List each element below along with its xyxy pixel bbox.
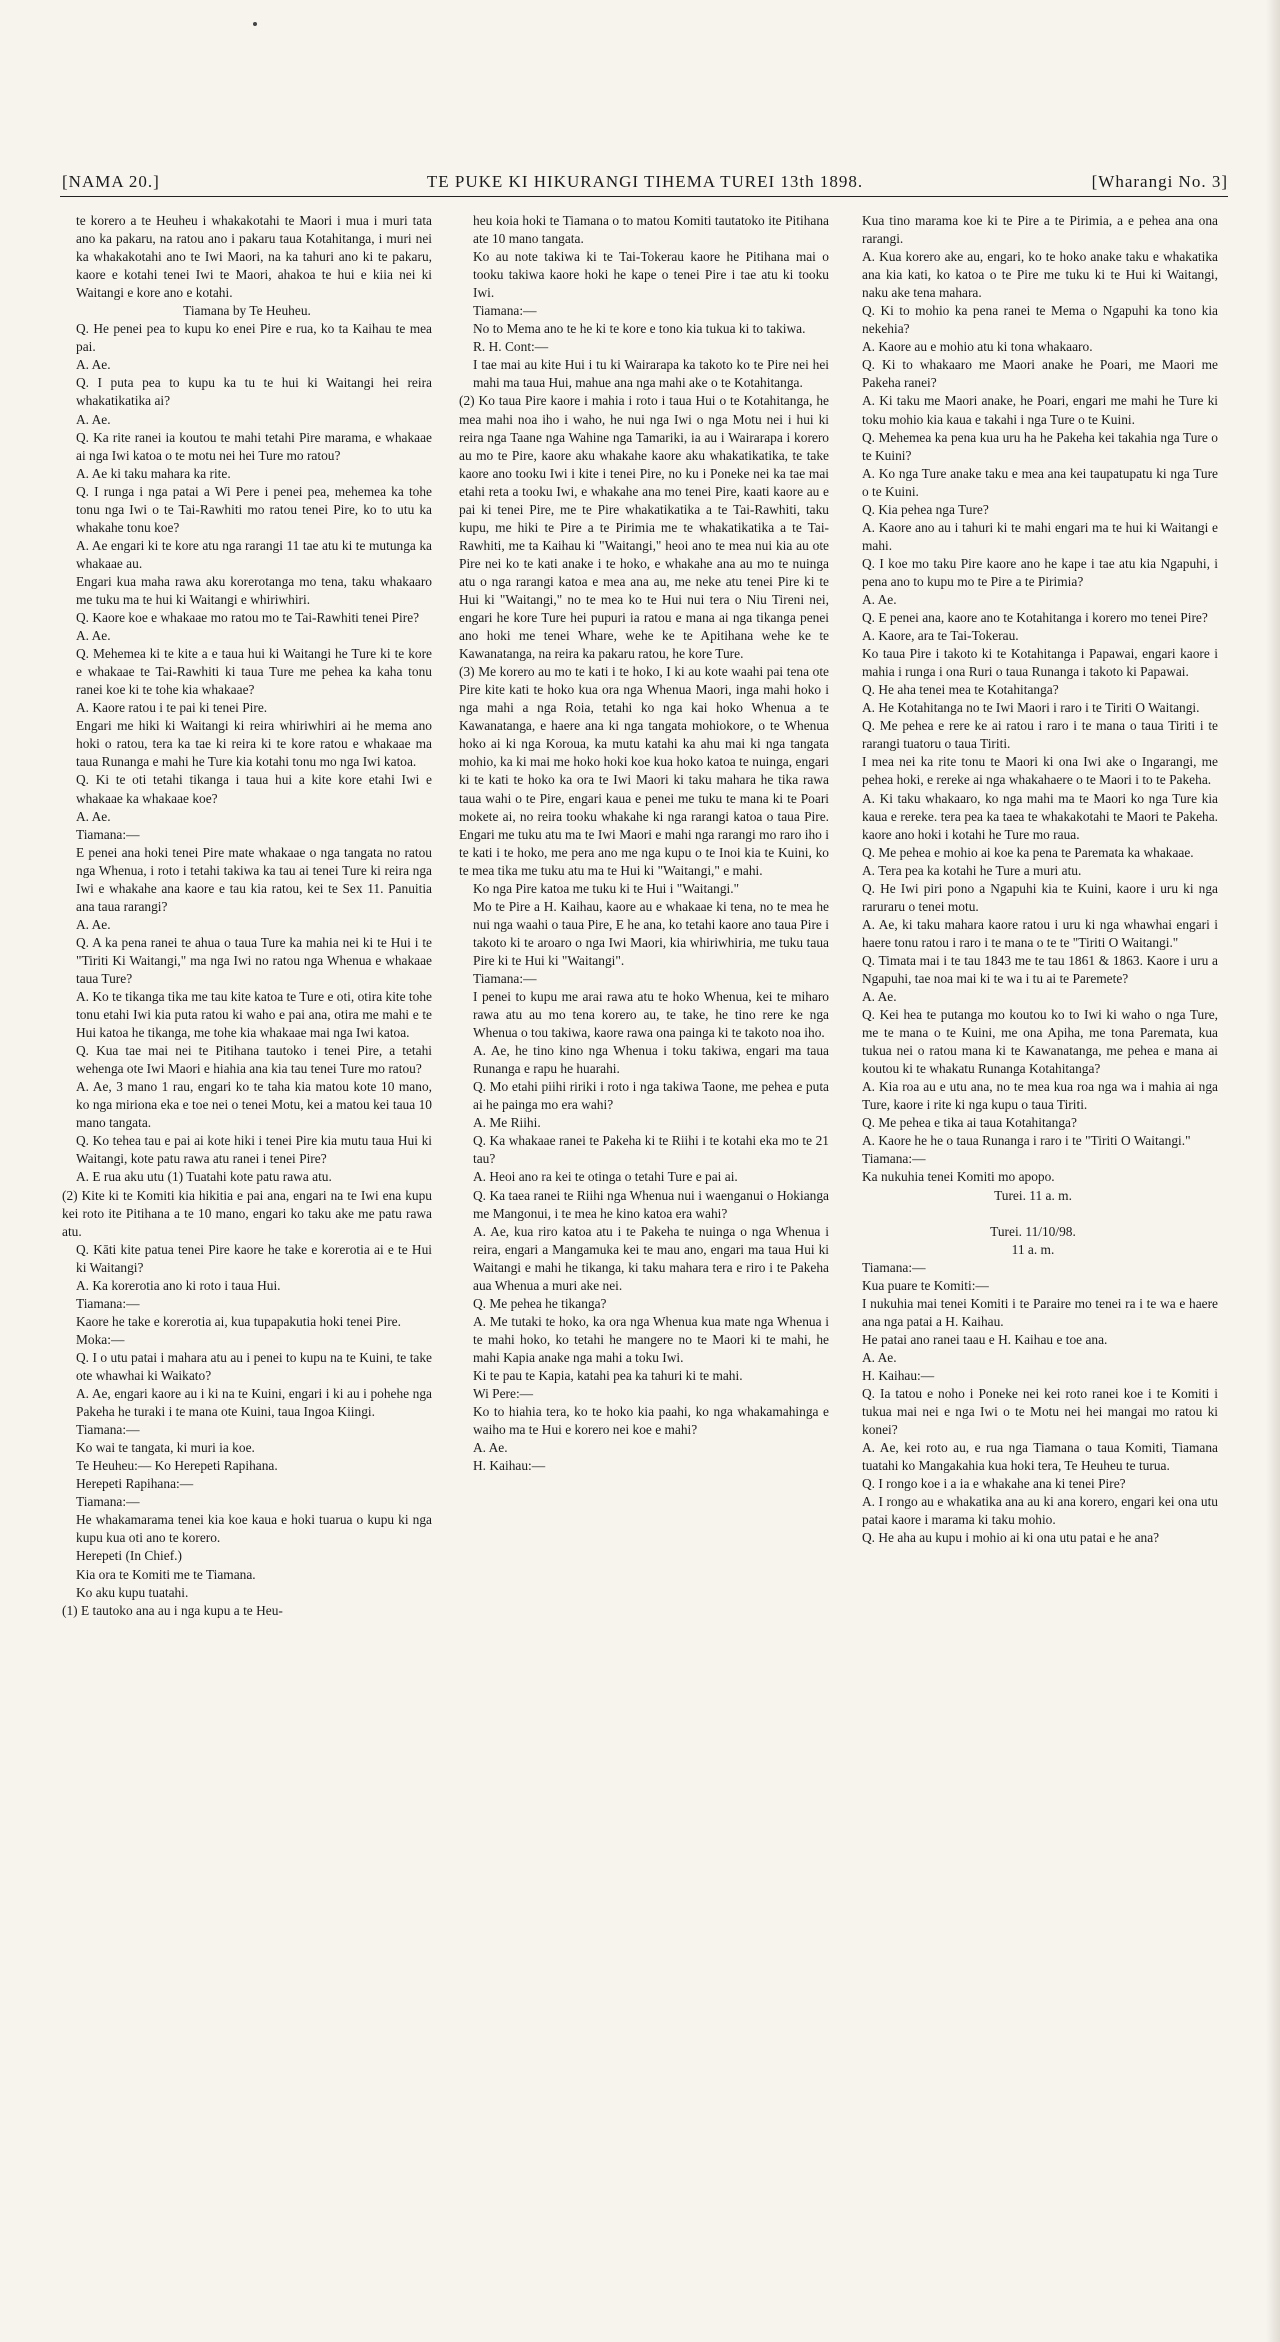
paragraph: A. Tera pea ka kotahi he Ture a muri atu.: [862, 862, 1082, 878]
paragraph: A. Ae.: [76, 411, 111, 427]
paragraph: A. Ko nga Ture anake taku e mea ana kei taupatupatu ki nga Ture o te Kuini.: [862, 465, 1218, 499]
paragraph: Kaore he take e korerotia ai, kua tupapakutia hoki tenei Pire.: [76, 1313, 401, 1329]
paragraph: H. Kaihau:—: [862, 1368, 935, 1383]
newspaper-page: [60, 0, 1235, 2342]
paragraph: 11 a. m.: [1011, 1241, 1055, 1257]
paragraph: Herepeti Rapihana:—: [76, 1476, 194, 1492]
paragraph: Q. Me pehea e rere ke ai ratou i raro i te mana o taua Tiriti i te rarangi tuatoru o taua Tiriti.: [862, 718, 1218, 752]
paragraph: Q. Ki to mohio ka pena ranei te Mema o Ngapuhi ka tono kia nekehia?: [862, 303, 1218, 337]
paragraph: Q. He aha tenei mea te Kotahitanga?: [862, 682, 1059, 698]
paragraph: Q. Ki te oti tetahi tikanga i taua hui a kite kore etahi Iwi e whakaae ka whakaae koe?: [76, 772, 432, 806]
paragraph: Te Heuheu:— Ko Herepeti Rapihana.: [76, 1458, 278, 1474]
paragraph: I penei to kupu me arai rawa atu te hoko Whenua, kei te miharo rawa atu au mo tena korero au, te take, he tino rere ke nga Whenua o tou takiwa, kaore rawa ona painga ki te takoto noa iho.: [473, 989, 829, 1041]
page-header: [62, 172, 1228, 196]
paragraph: A. Me tutaki te hoko, ka ora nga Whenua kua mate nga Whenua i te mahi hoko, ko tetahi he mangere no te Maori ki te mahi, he mahi Kapia anake nga mahi a toku Iwi.: [473, 1313, 829, 1365]
paragraph: Q. Kāti kite patua tenei Pire kaore he take e korerotia ai e te Hui ki Waitangi?: [76, 1241, 432, 1275]
paragraph: Q. I o utu patai i mahara atu au i penei to kupu na te Kuini, te take ote whawhai ki Waikato?: [76, 1349, 432, 1383]
paragraph: A. Ae.: [76, 808, 111, 824]
paragraph: Ko au note takiwa ki te Tai-Tokerau kaore he Pitihana mai o tooku takiwa kaore hoki he kape o tenei Pire i tae atu ki tooku Iwi.: [473, 249, 829, 301]
paragraph: A. Kaore, ara te Tai-Tokerau.: [862, 628, 1019, 644]
paragraph: Ki te pau te Kapia, katahi pea ka tahuri ki te mahi.: [473, 1368, 743, 1383]
print-speck: [253, 22, 257, 26]
paragraph: A. Ae.: [76, 357, 111, 373]
paragraph: A. Kaore au e mohio atu ki tona whakaaro.: [862, 339, 1093, 355]
paragraph: Q. Me pehea e mohio ai koe ka pena te Paremata ka whakaae.: [862, 844, 1194, 860]
paragraph: Q. Mehemea ki te kite a e taua hui ki Waitangi he Ture ki te kore e whakaae te Tai-Rawhiti ki taua Ture me pehea ka kaha tonu ranei koe ki te tohe kia whakaae?: [76, 646, 432, 698]
page-number: [Wharangi No. 3]: [1091, 172, 1228, 191]
paragraph: Q. I koe mo taku Pire kaore ano he kape i tae atu kia Ngapuhi, i pena ano to kupu mo te Pire a te Pirimia?: [862, 555, 1218, 589]
column-2: [459, 212, 829, 2337]
paragraph: Tiamana:—: [862, 1151, 926, 1167]
paragraph: Q. Kua tae mai nei te Pitihana tautoko i tenei Pire, a tetahi wehenga ote Iwi Maori e hiahia ana kia tau tenei Ture mo ratou?: [76, 1043, 432, 1077]
paragraph: Engari kua maha rawa aku korerotanga mo tena, taku whakaaro me tuku ma te hui ki Waitangi e whiriwhiri.: [76, 573, 432, 607]
paragraph: Tiamana:—: [76, 1422, 140, 1438]
paragraph: Q. A ka pena ranei te ahua o taua Ture ka mahia nei ki te Hui i te "Tiriti Ki Waitangi," ma nga Iwi no ratou nga Whenua e whakaae taua Ture?: [76, 934, 432, 986]
paragraph: A. Ki taku whakaaro, ko nga mahi ma te Maori ko nga Ture kia kaua e rereke. tera pea ka taea te whakakotahi te Maori te Pakeha. kaore ano hoki i kotahi he Ture mo raua.: [862, 790, 1218, 842]
paragraph: Turei. 11/10/98.: [990, 1223, 1076, 1239]
paragraph: [848, 1205, 1218, 1223]
paragraph: He whakamarama tenei kia koe kaua e hoki tuarua o kupu ki nga kupu kua oti ano te korero.: [76, 1512, 432, 1546]
paragraph: A. Kaore ratou i te pai ki tenei Pire.: [76, 700, 268, 716]
paragraph: Tiamana:—: [76, 826, 140, 842]
paragraph: Ko taua Pire i takoto ki te Kotahitanga i Papawai, engari kaore i mahia i runga i ona Ruri o taua Runanga i takoto ki Papawai.: [862, 646, 1218, 680]
paragraph: Herepeti (In Chief.): [76, 1548, 182, 1564]
paragraph: A. E rua aku utu (1) Tuatahi kote patu rawa atu.: [76, 1169, 332, 1185]
paragraph: E penei ana hoki tenei Pire mate whakaae o nga tangata no ratou nga Whenua, i roto i tetahi takiwa ka tau ai tenei Ture ki reira nga Iwi e whakahe ana kaore e tau kia ratou, kei te Sex 11. Panuitia ana taua rarangi?: [76, 844, 432, 914]
paragraph: A. Ae engari ki te kore atu nga rarangi 11 tae atu ki te mutunga ka whakaae au.: [76, 537, 432, 571]
paragraph: Q. He aha au kupu i mohio ai ki ona utu patai e he ana?: [862, 1530, 1160, 1546]
paragraph: Q. Me pehea e tika ai taua Kotahitanga?: [862, 1115, 1077, 1131]
paragraph: A. Ae.: [473, 1440, 508, 1456]
paragraph: Wi Pere:—: [473, 1386, 534, 1402]
paragraph: Q. Timata mai i te tau 1843 me te tau 1861 & 1863. Kaore i uru a Ngapuhi, tae noa mai ki te wa i tu ai te Paremete?: [862, 952, 1218, 986]
paragraph: A. Kaore he he o taua Runanga i raro i te "Tiriti O Waitangi.": [862, 1133, 1191, 1149]
paragraph: Ko wai te tangata, ki muri ia koe.: [76, 1440, 255, 1456]
paragraph: A. He Kotahitanga no te Iwi Maori i raro i te Tiriti O Waitangi.: [862, 700, 1200, 716]
paragraph: Q. He Iwi piri pono a Ngapuhi kia te Kuini, kaore i uru ki nga raruraru o tenei motu.: [862, 880, 1218, 914]
paragraph: Tiamana:—: [76, 1494, 140, 1510]
paragraph: Tiamana by Te Heuheu.: [183, 303, 311, 319]
paragraph: A. Heoi ano ra kei te otinga o tetahi Ture e pai ai.: [473, 1169, 738, 1185]
paragraph: A. Ka korerotia ano ki roto i taua Hui.: [76, 1277, 281, 1293]
paragraph: Kua puare te Komiti:—: [862, 1277, 989, 1293]
paragraph: A. Kia roa au e utu ana, no te mea kua roa nga wa i mahia ai nga Ture, kaore i rite ki nga kupu o taua Tiriti.: [862, 1079, 1218, 1113]
paragraph: (1) E tautoko ana au i nga kupu a te Heu-: [62, 1602, 283, 1618]
paragraph: Q. Ki to whakaaro me Maori anake he Poari, me Maori me Pakeha ranei?: [862, 357, 1218, 391]
paragraph: A. Ae ki taku mahara ka rite.: [76, 465, 231, 481]
paragraph: te korero a te Heuheu i whakakotahi te Maori i mua i muri tata ano ka pakaru, na ratou ano i pakaru taua Kotahitanga, i muri nei ka whakakotahi ano te Iwi Maori, na ka tahuri ano ki te pakaru, kaore e kotahi tenei Iwi te Maori, ahakoa te hui e kiia nei ki Waitangi e kore ano e kotahi.: [76, 213, 432, 301]
paragraph: R. H. Cont:—: [473, 339, 549, 355]
page-edge-shadow: [1266, 0, 1280, 2342]
paragraph: Q. Ka rite ranei ia koutou te mahi tetahi Pire marama, e whakaae ai nga Iwi katoa o te motu nei hei Ture mo ratou?: [76, 429, 432, 463]
paragraph: (2) Ko taua Pire kaore i mahia i roto i taua Hui o te Kotahitanga, he mea mahi noa iho i waho, he nui nga Iwi o nga Motu nei i hui ki reira nga Taane nga Wahine nga Tamariki, ia au i Wairarapa i korero au mo te Pire, kaore aku whakahe kaore aku whakatikatika, te take kaore ano tooku Iwi i kite i tenei Pire, no ku i Poneke nei ka tae mai etahi reta a tooku Iwi, e whakahe ana mo tenei Pire, kaati kaore au e pai ki tenei Pire, me te Pire whakatikatika a te Tai-Rawhiti, taku kupu, me hiki te Pire a te Pirimia me te whakatikatika a te Tai-Rawhiti, me ta Kaihau ki "Waitangi," heoi ano te mea nui kia au ote Pire nei ko te kati anake i te hoko, e whakahe ana au mo te nuinga atu o nga rarangi katoa e mea ana au, me neke atu tenei Pire ki te Hui ki "Waitangi," no te mea ko te Hui nui tera o Niu Tireni nei, engari he kore Ture hei pupuri ia ratou e mana ai nga tikanga penei ano hoki me tenei Whare, wehe ke te Apitihana wehe ke te Kawanatanga, na reira ka pakaru ratou, he kore Ture.: [459, 393, 829, 662]
paragraph: Tiamana:—: [76, 1295, 140, 1311]
paragraph: Q. Kei hea te putanga mo koutou ko to Iwi ki waho o nga Ture, me te mana o te Kuini, me ona Apiha, me tona Paremata, kua tukua nei o ratou mana ki te Kawanatanga, me pehea e mana ai koutou ki te whakatu Runanga Kotahitanga?: [862, 1007, 1218, 1077]
paragraph: (2) Kite ki te Komiti kia hikitia e pai ana, engari na te Iwi ena kupu kei roto ite Pitihana a te 10 mano, engari ko taku ake me patu rawa atu.: [62, 1187, 432, 1239]
paragraph: A. Ae, engari kaore au i ki na te Kuini, engari i ki au i pohehe nga Pakeha he turaki i te mana ote Kuini, taua Ingoa Kiingi.: [76, 1386, 432, 1420]
paragraph: Mo te Pire a H. Kaihau, kaore au e whakaae ki tena, no te mea he nui nga waahi o taua Pire, E he ana, ko tetahi kaore ano taua Pire i takoto ki te aroaro o nga Iwi Maori, kia whiriwhiria, me tuku taua Pire ki te Hui ki "Waitangi".: [473, 898, 829, 968]
paragraph: A. Ae, 3 mano 1 rau, engari ko te taha kia matou kote 10 mano, ko nga miriona eka e toe nei o tenei Motu, kei a matou kei taua 10 mano tangata.: [76, 1079, 432, 1131]
paragraph: Q. E penei ana, kaore ano te Kotahitanga i korero mo tenei Pire?: [862, 610, 1208, 626]
paragraph: Moka:—: [76, 1331, 125, 1347]
paragraph: Tiamana:—: [473, 303, 537, 319]
paragraph: A. Ae, he tino kino nga Whenua i toku takiwa, engari ma taua Runanga e rapu he huarahi.: [473, 1043, 829, 1077]
paragraph: Q. Ko tehea tau e pai ai kote hiki i tenei Pire kia mutu taua Hui ki Waitangi, kote patu rawa atu ranei i tenei Pire?: [76, 1133, 432, 1167]
paragraph: I nukuhia mai tenei Komiti i te Paraire mo tenei ra i te wa e haere ana nga patai a H. Kaihau.: [862, 1295, 1218, 1329]
paragraph: Q. I runga i nga patai a Wi Pere i penei pea, mehemea ka tohe tonu nga Iwi o te Tai-Rawhiti mo ratou tenei Pire, ko to utu ka whakahe tonu koe?: [76, 483, 432, 535]
paragraph: A. Ae.: [862, 989, 897, 1005]
paragraph: A. Ae, ki taku mahara kaore ratou i uru ki nga whawhai engari i haere tonu ratou i raro i te mana o te te "Tiriti O Waitangi.": [862, 916, 1218, 950]
paragraph: A. Ko te tikanga tika me tau kite katoa te Ture e oti, otira kite tohe tonu etahi Iwi kia puta ratou ki waho e pai ana, otira me mahi e te Hui katoa he tikanga, me tohe kia whakaae mai nga Iwi katoa.: [76, 989, 432, 1041]
masthead-title: TE PUKE KI HIKURANGI TIHEMA TUREI 13th 1898.: [426, 172, 864, 191]
paragraph: A. I rongo au e whakatika ana au ki ana korero, engari kei ona utu patai kaore i marama ki taku mohio.: [862, 1494, 1218, 1528]
paragraph: Q. Kia pehea nga Ture?: [862, 501, 989, 517]
paragraph: H. Kaihau:—: [473, 1458, 546, 1474]
paragraph: Q. Ka whakaae ranei te Pakeha ki te Riihi i te kotahi eka mo te 21 tau?: [473, 1133, 829, 1167]
paragraph: (3) Me korero au mo te kati i te hoko, I ki au kote waahi pai tena ote Pire kite kati te hoko kua ora nga Whenua Maori, inga mahi hoko i nga mahi a nga Roia, tetahi ko nga kai hoko Whenua a te Kawanatanga, e haere ana ki nga tangata mohiokore, o te Whenua hoko ai ki nga Koroua, ka mutu katahi ka ahu mai ki nga tangata mohio, ka ki mai me hoko hoki koe kua hoko katoa te nuinga, engari ki te kati te hoko ka ora te Iwi Maori ki taku mahara he tika rawa taua wahi o te Pire, engari kaua e penei me tuku te mana ki te Poari mokete ai, no reira tooku whakahe ki nga rarangi katoa o taua Pire. Engari me tuku atu ma te Iwi Maori e mahi nga rarangi mo raro iho i te kati i te hoko, me pera ano me nga kupu o te Inoi kia te Kuini, ko te mea tika me tuku atu ma te Hui ki "Waitangi," e mahi.: [459, 664, 829, 878]
paragraph: Q. I rongo koe i a ia e whakahe ana ki tenei Pire?: [862, 1476, 1126, 1492]
paragraph: A. Ae.: [862, 1349, 897, 1365]
paragraph: heu koia hoki te Tiamana o to matou Komiti tautatoko ite Pitihana ate 10 mano tangata.: [473, 213, 829, 247]
paragraph: A. Ae.: [862, 591, 897, 607]
paragraph: A. Ki taku me Maori anake, he Poari, engari me mahi he Ture ki toku mohio kia kaua e takahi i nga Ture o te Kuini.: [862, 393, 1218, 427]
paragraph: I mea nei ka rite tonu te Maori ki ona Iwi ake o Ingarangi, me pehea hoki, e rereke ai nga whakahaere o te Maori i to te Pakeha.: [862, 754, 1218, 788]
paragraph: Q. Me pehea he tikanga?: [473, 1295, 607, 1311]
paragraph: Q. Mo etahi piihi ririki i roto i nga takiwa Taone, me pehea e puta ai he painga mo era wahi?: [473, 1079, 829, 1113]
paragraph: Kia ora te Komiti me te Tiamana.: [76, 1566, 256, 1582]
column-1: [62, 212, 432, 2337]
paragraph: A. Me Riihi.: [473, 1115, 541, 1131]
paragraph: I tae mai au kite Hui i tu ki Wairarapa ka takoto ko te Pire nei hei mahi ma taua Hui, mahue ana nga mahi ake o te Kotahitanga.: [473, 357, 829, 391]
paragraph: A. Kua korero ake au, engari, ko te hoko anake taku e whakatika ana kia kati, ko katoa o te Pire me tuku ki te Hui ki Waitangi, naku ake tena mahara.: [862, 249, 1218, 301]
paragraph: Q. Ia tatou e noho i Poneke nei kei roto ranei koe i te Komiti i tukua mai nei e nga Iwi o te Motu nei hei mangai mo ratou ki konei?: [862, 1386, 1218, 1438]
paragraph: Q. Kaore koe e whakaae mo ratou mo te Tai-Rawhiti tenei Pire?: [76, 610, 420, 626]
paragraph: A. Ae.: [76, 916, 111, 932]
paragraph: Q. Ka taea ranei te Riihi nga Whenua nui i waenganui o Hokianga me Mangonui, i te mea he kino katoa era wahi?: [473, 1187, 829, 1221]
paragraph: Ka nukuhia tenei Komiti mo apopo.: [862, 1169, 1055, 1185]
paragraph: Ko aku kupu tuatahi.: [76, 1584, 189, 1600]
paragraph: Tiamana:—: [473, 970, 537, 986]
header-rule: [60, 196, 1228, 197]
paragraph: Ko to hiahia tera, ko te hoko kia paahi, ko nga whakamahinga e waiho ma te Hui e korero nei koe e mahi?: [473, 1404, 829, 1438]
paragraph: Turei. 11 a. m.: [994, 1187, 1072, 1203]
paragraph: No to Mema ano te he ki te kore e tono kia tukua ki to takiwa.: [473, 321, 806, 337]
paragraph: Tiamana:—: [862, 1259, 926, 1275]
paragraph: A. Ae, kua riro katoa atu i te Pakeha te nuinga o nga Whenua i reira, engari a Mangamuka kei te mau ano, engari ma taua Hui ki Waitangi e mahi he tikanga, ki taku mahara tera e riro i te Pakeha aua Whenua a muri ake nei.: [473, 1223, 829, 1293]
paragraph: He patai ano ranei taau e H. Kaihau e toe ana.: [862, 1331, 1108, 1347]
paragraph: Ko nga Pire katoa me tuku ki te Hui i "Waitangi.": [473, 880, 740, 896]
paragraph: A. Ae.: [76, 628, 111, 644]
paragraph: Engari me hiki ki Waitangi ki reira whiriwhiri ai he mema ano hoki o ratou, tera ka tae ki reira ki te kore ratou e whakaae ma taua Runanga e mahi he Ture kia kotahi tonu mo nga Iwi katoa.: [76, 718, 432, 770]
column-3: [848, 212, 1218, 2337]
paragraph: A. Ae, kei roto au, e rua nga Tiamana o taua Komiti, Tiamana tuatahi ko Mangakahia kua hoki tera, Te Heuheu te turua.: [862, 1440, 1218, 1474]
paragraph: Q. Mehemea ka pena kua uru ha he Pakeha kei takahia nga Ture o te Kuini?: [862, 429, 1218, 463]
paragraph: Q. He penei pea to kupu ko enei Pire e rua, ko ta Kaihau te mea pai.: [76, 321, 432, 355]
paragraph: Kua tino marama koe ki te Pire a te Pirimia, a e pehea ana ona rarangi.: [862, 213, 1218, 247]
paragraph: A. Kaore ano au i tahuri ki te mahi engari ma te hui ki Waitangi e mahi.: [862, 519, 1218, 553]
paragraph: Q. I puta pea to kupu ka tu te hui ki Waitangi hei reira whakatikatika ai?: [76, 375, 432, 409]
issue-number: [NAMA 20.]: [62, 172, 160, 191]
